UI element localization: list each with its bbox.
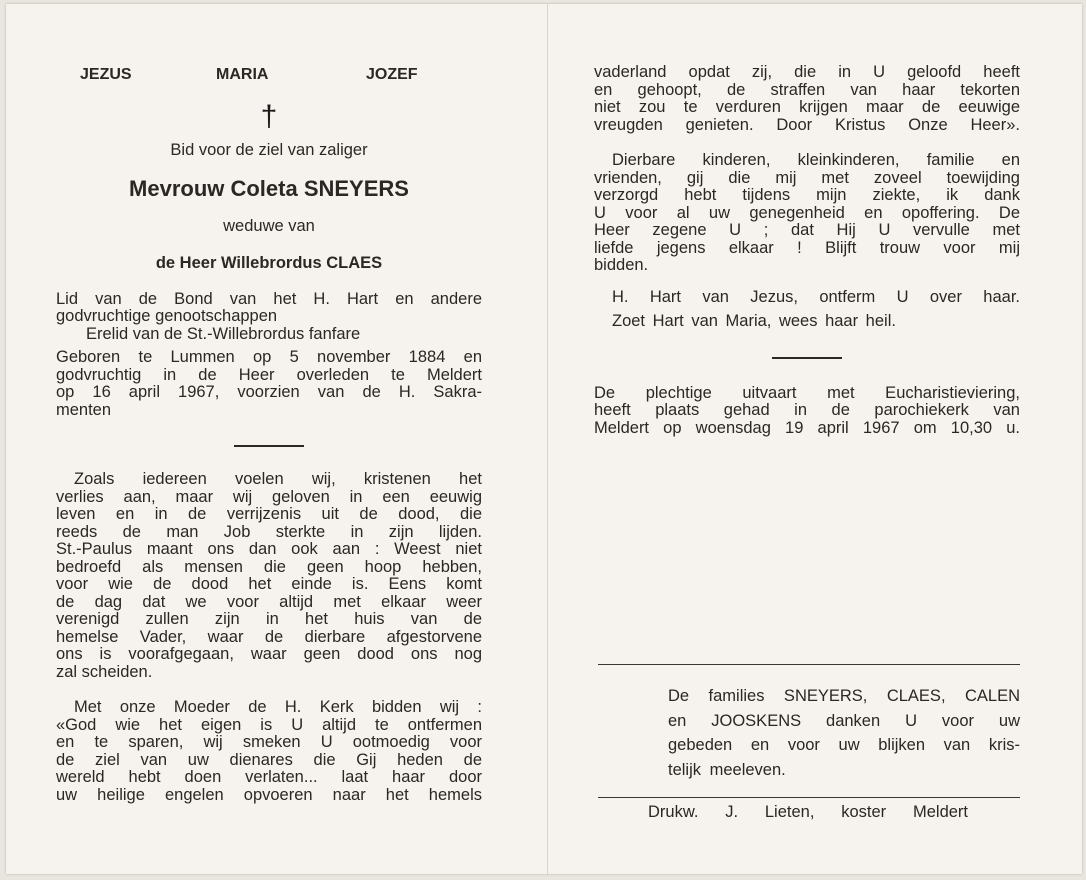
text-line: reeds de man Job sterkte in zijn lijden. xyxy=(56,522,482,541)
text-line: Dierbare kinderen, kleinkinderen, familie en xyxy=(612,151,1020,169)
holy-family-header xyxy=(56,60,482,90)
faith-text-block xyxy=(56,471,482,681)
text-line: en JOOSKENS danken U voor uw xyxy=(668,711,1020,730)
text-line: Geboren te Lummen op 5 november 1884 en xyxy=(56,348,482,366)
text-line: liefde jegens elkaar ! Blijft trouw voor mij xyxy=(594,238,1020,257)
funeral-block xyxy=(594,385,1020,438)
text-line: en gehoopt, de straffen van haar tekorten xyxy=(594,80,1020,99)
holy-name-maria: MARIA xyxy=(216,66,269,83)
text-line: Met onze Moeder de H. Kerk bidden wij : xyxy=(74,698,482,716)
spouse-name: de Heer Willebrordus CLAES xyxy=(155,254,383,272)
holy-name-jezus: JEZUS xyxy=(80,66,132,83)
text-line: op 16 april 1967, voorzien van de H. Sakra- xyxy=(56,383,482,401)
text-line: leven en in de verrijzenis uit de dood, die xyxy=(56,505,482,523)
prayer-intro: Bid voor de ziel van zaliger xyxy=(170,141,368,159)
text-line: vrienden, gij die mij met zoveel toewijding xyxy=(594,168,1020,187)
text-line: voor wie de dood het einde is. Eens komt xyxy=(56,575,482,593)
text-line: verzorgd hebt tijdens mijn ziekte, ik dank xyxy=(594,186,1020,204)
text-line: Lid van de Bond van het H. Hart en andere xyxy=(56,289,482,308)
text-line: verlies aan, maar wij geloven in een eeuwig xyxy=(56,487,482,506)
left-page xyxy=(56,60,482,804)
text-line: niet zou te verduren krijgen maar de eeuwige xyxy=(594,98,1020,116)
text-line: St.-Paulus maant ons dan ook aan : Weest niet xyxy=(56,540,482,558)
text-line: Zoet Hart van Maria, wees haar heil. xyxy=(612,311,896,330)
text-line: ons is voorafgegaan, waar geen dood ons nog xyxy=(56,645,482,663)
farewell-block xyxy=(594,152,1020,275)
separator-line xyxy=(234,445,304,447)
membership-block xyxy=(56,291,482,344)
text-line: heeft plaats gehad in de parochiekerk van xyxy=(594,401,1020,419)
text-line: telijk meeleven. xyxy=(668,760,786,779)
text-line: vaderland opdat zij, die in U geloofd heeft xyxy=(594,63,1020,81)
text-line: Meldert op woensdag 19 april 1967 om 10,30 u. xyxy=(594,418,1020,437)
text-line: wereld hebt doen verlaten... laat haar door xyxy=(56,768,482,786)
text-line: uw heilige engelen opvoeren naar het hemels xyxy=(56,785,482,804)
text-line: hemelse Vader, waar de dierbare afgestorvene xyxy=(56,627,482,646)
text-line: godvruchtig in de Heer overleden te Meldert xyxy=(56,365,482,384)
thanks-top-rule xyxy=(598,664,1020,665)
text-line: U voor al uw genegenheid en opoffering. De xyxy=(594,203,1020,222)
text-line: verenigd zullen zijn in het huis van de xyxy=(56,610,482,628)
card-fold xyxy=(547,4,548,874)
right-page xyxy=(594,60,1020,437)
text-line: bedroefd als mensen die geen hoop hebben, xyxy=(56,557,482,576)
text-line: Erelid van de St.-Willebrordus fanfare xyxy=(86,324,361,343)
text-line: zal scheiden. xyxy=(56,662,153,681)
text-line: de dag dat we voor altijd met elkaar weer xyxy=(56,592,482,611)
birth-death-block xyxy=(56,349,482,419)
text-line: menten xyxy=(56,400,112,419)
thanks-block xyxy=(668,684,1020,782)
text-line: de ziel van uw dienares die Gij heden de xyxy=(56,750,482,769)
text-line: bidden. xyxy=(594,256,649,274)
text-line: godvruchtige genootschappen xyxy=(56,307,278,325)
text-line: en te sparen, wij smeken U ootmoedig voor xyxy=(56,733,482,751)
text-line: De plechtige uitvaart met Eucharistieviering, xyxy=(594,383,1020,402)
text-line: Zoals iedereen voelen wij, kristenen het xyxy=(74,470,482,488)
deceased-name: Mevrouw Coleta SNEYERS xyxy=(129,175,409,201)
text-line: vreugden genieten. Door Kristus Onze Heer». xyxy=(594,115,1020,134)
text-line: «God wie het eigen is U altijd te ontfermen xyxy=(56,715,482,734)
church-prayer-block xyxy=(56,699,482,804)
separator-line xyxy=(772,357,842,359)
widow-of: weduwe van xyxy=(223,216,315,235)
text-line: Heer zegene U ; dat Hij U vervulle met xyxy=(594,221,1020,239)
cross-icon: † xyxy=(260,100,278,133)
text-line: De families SNEYERS, CLAES, CALEN xyxy=(668,687,1020,705)
text-line: H. Hart van Jezus, ontferm U over haar. xyxy=(612,287,1020,306)
text-line: gebeden en voor uw blijken van kris- xyxy=(668,736,1020,754)
printer-credit: Drukw. J. Lieten, koster Meldert xyxy=(648,803,968,821)
prayer-continuation-block xyxy=(594,64,1020,134)
holy-name-jozef: JOZEF xyxy=(366,66,418,83)
invocations-block xyxy=(594,285,1020,333)
thanks-bottom-rule xyxy=(598,797,1020,798)
